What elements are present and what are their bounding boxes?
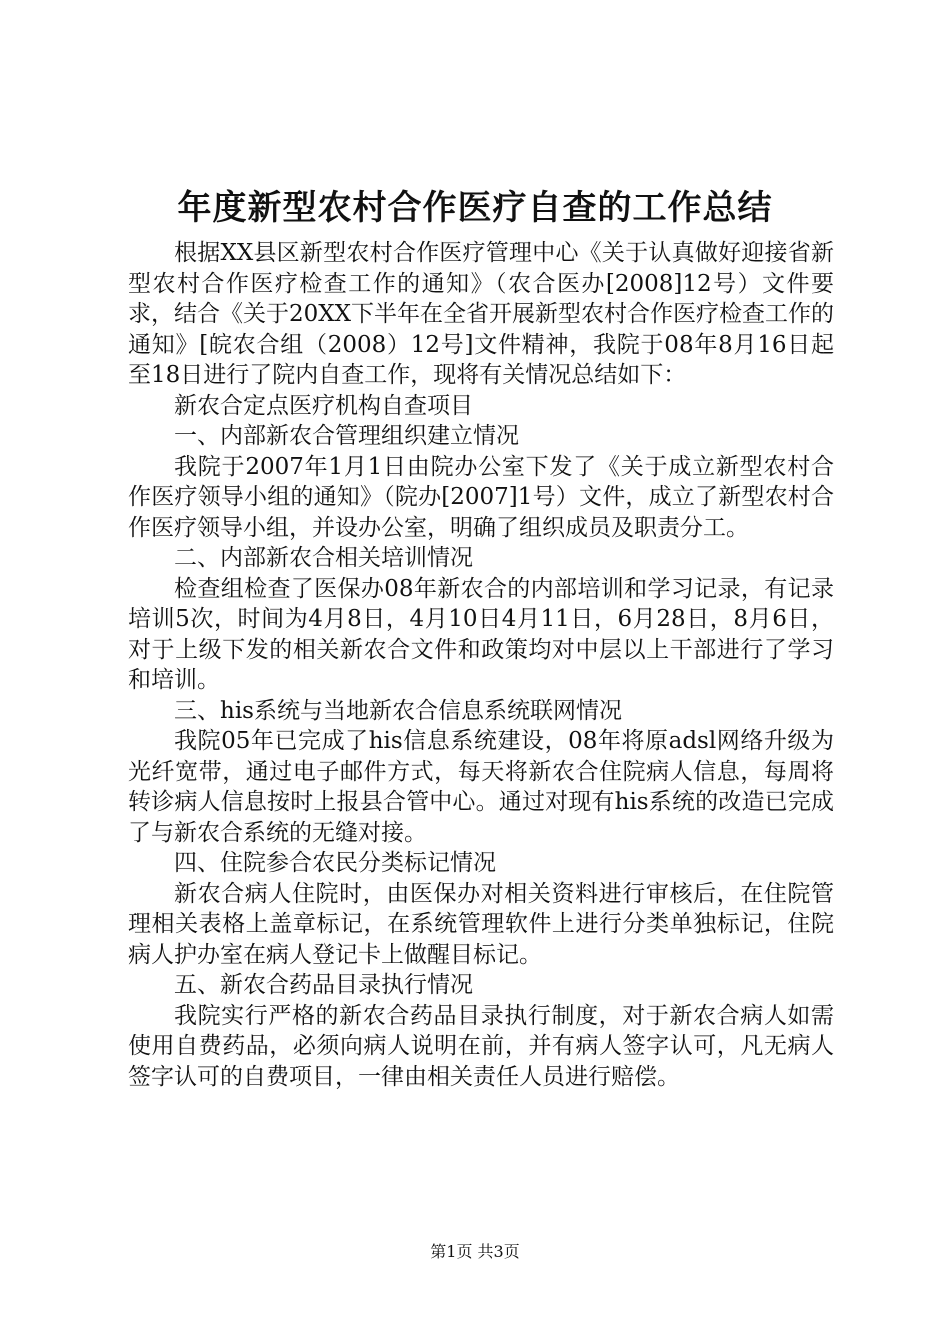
paragraph-body-4: 新农合病人住院时，由医保办对相关资料进行审核后，在住院管理相关表格上盖章标记，在系统管理软件上进行分类单独标记，住院病人护办室在病人登记卡上做醒目标记。 xyxy=(128,880,834,968)
paragraph-body-5: 我院实行严格的新农合药品目录执行制度，对于新农合病人如需使用自费药品，必须向病人说明在前，并有病人签字认可，凡无病人签字认可的自费项目，一律由相关责任人员进行赔偿。 xyxy=(128,1002,834,1090)
paragraph-body-2: 检查组检查了医保办08年新农合的内部培训和学习记录，有记录培训5次，时间为4月8日，4月10日4月11日，6月28日，8月6日，对于上级下发的相关新农合文件和政策均对中层以上干部进行了学习和培训。 xyxy=(128,575,834,693)
paragraph-heading-3: 三、his系统与当地新农合信息系统联网情况 xyxy=(174,697,622,724)
paragraph-section-heading: 新农合定点医疗机构自查项目 xyxy=(174,392,473,419)
paragraph-heading-2: 二、内部新农合相关培训情况 xyxy=(174,545,473,571)
paragraph-heading-1: 一、内部新农合管理组织建立情况 xyxy=(174,423,519,449)
paragraph-heading-4: 四、住院参合农民分类标记情况 xyxy=(174,850,496,876)
paragraph-body-1: 我院于2007年1月1日由院办公室下发了《关于成立新型农村合作医疗领导小组的通知》（院办[2007]1号）文件，成立了新型农村合作医疗领导小组，并设办公室，明确了组织成员及职责分工。 xyxy=(128,453,834,541)
page-footer: 第1页 共3页 xyxy=(430,1242,520,1261)
paragraph-body-3: 我院05年已完成了his信息系统建设，08年将原adsl网络升级为光纤宽带，通过电子邮件方式，每天将新农合住院病人信息，每周将转诊病人信息按时上报县合管中心。通过对现有his系统的改造已完成了与新农合系统的无缝对接。 xyxy=(128,728,834,846)
paragraph-intro: 根据XX县区新型农村合作医疗管理中心《关于认真做好迎接省新型农村合作医疗检查工作的通知》（农合医办[2008]12号）文件要求，结合《关于20XX下半年在全省开展新型农村合作医疗检查工作的通知》[皖农合组（2008）12号]文件精神，我院于08年8月16日起至18日进行了院内自查工作，现将有关情况总结如下： xyxy=(128,240,835,388)
paragraph-heading-5: 五、新农合药品目录执行情况 xyxy=(174,972,473,998)
document-title: 年度新型农村合作医疗自查的工作总结 xyxy=(177,188,773,228)
document-body xyxy=(128,238,834,1092)
